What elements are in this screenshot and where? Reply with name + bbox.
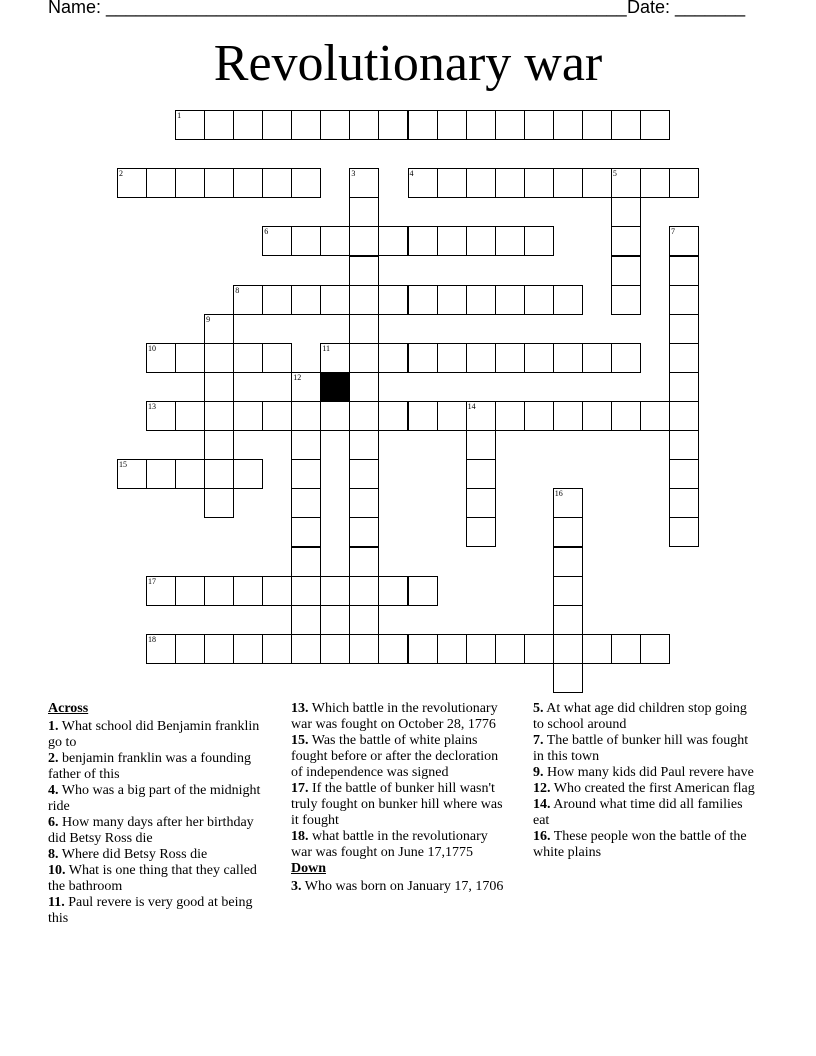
crossword-cell[interactable] <box>669 430 699 460</box>
clue-number: 11 <box>322 343 331 353</box>
crossword-cell[interactable] <box>408 226 438 256</box>
crossword-cell[interactable] <box>233 634 263 664</box>
crossword-cell[interactable] <box>378 343 408 373</box>
crossword-cell[interactable] <box>349 605 379 635</box>
crossword-cell[interactable] <box>466 285 496 315</box>
crossword-cell[interactable] <box>553 488 583 518</box>
clue-number: 14 <box>467 402 476 411</box>
puzzle-title: Revolutionary war <box>213 35 603 92</box>
crossword-cell[interactable] <box>378 226 408 256</box>
clue-across-18: 18. what battle in the revolutionary war was fought on June 17,1775 <box>291 829 488 860</box>
crossword-cell[interactable] <box>553 634 583 664</box>
clue-across-1: 1. What school did Benjamin franklin go to <box>48 719 260 750</box>
crossword-cell[interactable] <box>408 634 438 664</box>
crossword-cell[interactable] <box>233 110 263 140</box>
crossword-cell[interactable] <box>349 576 379 606</box>
crossword-cell[interactable] <box>495 285 525 315</box>
crossword-cell[interactable] <box>291 517 321 547</box>
clue-across-10: 10. What is one thing that they called the bathroom <box>48 863 257 894</box>
crossword-cell[interactable] <box>378 110 408 140</box>
crossword-cell[interactable] <box>233 285 263 315</box>
crossword-cell[interactable] <box>233 459 263 489</box>
clue-number: 7 <box>670 227 675 237</box>
crossword-cell[interactable] <box>466 634 496 664</box>
crossword-cell[interactable] <box>175 634 205 664</box>
crossword-cell[interactable] <box>349 488 379 518</box>
crossword-cell[interactable] <box>669 401 699 431</box>
crossword-cell[interactable] <box>175 168 205 198</box>
crossword-cell[interactable] <box>204 168 234 198</box>
crossword-cell[interactable] <box>291 488 321 518</box>
black-square <box>320 372 350 402</box>
clue-across-15: 15. Was the battle of white plains fought before or after the decloration of independence was signed <box>291 733 499 780</box>
crossword-cell[interactable] <box>262 110 292 140</box>
crossword-cell[interactable] <box>291 459 321 489</box>
crossword-cell[interactable] <box>611 634 641 664</box>
crossword-cell[interactable] <box>233 576 263 606</box>
crossword-cell[interactable] <box>349 110 379 140</box>
crossword-cell[interactable] <box>524 110 554 140</box>
crossword-cell[interactable] <box>524 226 554 256</box>
crossword-cell[interactable] <box>495 226 525 256</box>
crossword-cell[interactable] <box>524 634 554 664</box>
crossword-cell[interactable] <box>291 401 321 431</box>
crossword-cell[interactable] <box>437 401 467 431</box>
crossword-cell[interactable] <box>611 226 641 256</box>
crossword-cell[interactable] <box>466 168 496 198</box>
clue-down-7: 7. The battle of bunker hill was fought in this town <box>533 733 749 764</box>
crossword-cell[interactable] <box>349 256 379 286</box>
crossword-cell[interactable] <box>320 110 350 140</box>
crossword-cell[interactable] <box>378 285 408 315</box>
crossword-cell[interactable] <box>349 197 379 227</box>
crossword-cell[interactable] <box>233 401 263 431</box>
crossword-cell[interactable] <box>408 110 438 140</box>
crossword-cell[interactable] <box>349 430 379 460</box>
clue-number: 17 <box>148 576 157 586</box>
crossword-cell[interactable] <box>349 401 379 431</box>
clue-number: 15 <box>119 460 127 470</box>
name-field-label: Name: ____________________________________________________ <box>48 0 627 17</box>
crossword-cell[interactable] <box>524 168 554 198</box>
crossword-cell[interactable] <box>495 168 525 198</box>
crossword-cell[interactable] <box>611 197 641 227</box>
crossword-cell[interactable] <box>553 401 583 431</box>
crossword-cell[interactable] <box>611 343 641 373</box>
crossword-cell[interactable] <box>669 343 699 373</box>
clue-across-17: 17. If the battle of bunker hill wasn't truly fought on bunker hill where was it fought <box>291 781 503 828</box>
clue-number: 13 <box>148 402 157 411</box>
crossword-cell[interactable] <box>349 372 379 402</box>
crossword-cell[interactable] <box>611 256 641 286</box>
crossword-cell[interactable] <box>640 110 670 140</box>
crossword-cell[interactable] <box>204 343 234 373</box>
crossword-cell[interactable] <box>204 430 234 460</box>
crossword-cell[interactable] <box>437 226 467 256</box>
crossword-cell[interactable] <box>669 517 699 547</box>
clue-across-2: 2. benjamin franklin was a founding father of this <box>48 751 251 782</box>
crossword-cell[interactable] <box>146 401 176 431</box>
clue-number: 6 <box>264 227 269 237</box>
crossword-cell[interactable] <box>320 576 350 606</box>
crossword-cell[interactable] <box>291 168 321 198</box>
crossword-cell[interactable] <box>437 110 467 140</box>
crossword-cell[interactable] <box>553 663 583 693</box>
crossword-cell[interactable] <box>146 168 176 198</box>
crossword-cell[interactable] <box>262 285 292 315</box>
crossword-cell[interactable] <box>262 226 292 256</box>
crossword-cell[interactable] <box>408 401 438 431</box>
crossword-cell[interactable] <box>553 517 583 547</box>
crossword-cell[interactable] <box>495 343 525 373</box>
crossword-cell[interactable] <box>582 110 612 140</box>
crossword-cell[interactable] <box>640 634 670 664</box>
clue-down-3: 3. Who was born on January 17, 1706 <box>291 879 504 894</box>
clue-down-9: 9. How many kids did Paul revere have <box>533 765 754 780</box>
crossword-cell[interactable] <box>262 168 292 198</box>
crossword-cell[interactable] <box>204 576 234 606</box>
crossword-cell[interactable] <box>349 459 379 489</box>
crossword-cell[interactable] <box>466 226 496 256</box>
crossword-cell[interactable] <box>175 401 205 431</box>
crossword-cell[interactable] <box>553 576 583 606</box>
crossword-cell[interactable] <box>262 634 292 664</box>
crossword-cell[interactable] <box>495 110 525 140</box>
crossword-cell[interactable] <box>320 343 350 373</box>
crossword-cell[interactable] <box>320 285 350 315</box>
crossword-cell[interactable] <box>466 430 496 460</box>
clue-number: 5 <box>612 169 617 179</box>
down-heading: Down <box>291 861 327 876</box>
crossword-cell[interactable] <box>408 343 438 373</box>
crossword-cell[interactable] <box>320 634 350 664</box>
clue-number: 3 <box>351 169 356 179</box>
crossword-cell[interactable] <box>408 576 438 606</box>
crossword-cell[interactable] <box>117 459 147 489</box>
crossword-cell[interactable] <box>204 401 234 431</box>
crossword-cell[interactable] <box>669 168 699 198</box>
crossword-cell[interactable] <box>204 488 234 518</box>
clue-number: 9 <box>206 314 211 324</box>
crossword-cell[interactable] <box>611 168 641 198</box>
crossword-cell[interactable] <box>262 401 292 431</box>
clue-down-14: 14. Around what time did all families eat <box>533 797 743 828</box>
crossword-cell[interactable] <box>378 401 408 431</box>
crossword-cell[interactable] <box>553 110 583 140</box>
crossword-cell[interactable] <box>669 372 699 402</box>
clue-number: 12 <box>293 372 302 382</box>
crossword-cell[interactable] <box>204 110 234 140</box>
clue-across-4: 4. Who was a big part of the midnight ride <box>48 783 261 814</box>
crossword-cell[interactable] <box>466 517 496 547</box>
crossword-cell[interactable] <box>669 459 699 489</box>
crossword-cell[interactable] <box>291 605 321 635</box>
crossword-cell[interactable] <box>175 459 205 489</box>
crossword-cell[interactable] <box>175 343 205 373</box>
crossword-cell[interactable] <box>291 110 321 140</box>
crossword-cell[interactable] <box>204 372 234 402</box>
crossword-cell[interactable] <box>553 547 583 577</box>
crossword-cell[interactable] <box>640 168 670 198</box>
date-field-label: Date: _______ <box>627 0 746 17</box>
crossword-cell[interactable] <box>349 226 379 256</box>
crossword-cell[interactable] <box>262 343 292 373</box>
crossword-cell[interactable] <box>582 634 612 664</box>
crossword-cell[interactable] <box>262 576 292 606</box>
crossword-cell[interactable] <box>466 110 496 140</box>
crossword-cell[interactable] <box>349 168 379 198</box>
crossword-cell[interactable] <box>349 285 379 315</box>
crossword-cell[interactable] <box>204 459 234 489</box>
crossword-cell[interactable] <box>408 168 438 198</box>
crossword-cell[interactable] <box>437 634 467 664</box>
crossword-cell[interactable] <box>291 547 321 577</box>
crossword-cell[interactable] <box>349 343 379 373</box>
clue-number: 1 <box>177 111 182 120</box>
crossword-cell[interactable] <box>320 401 350 431</box>
crossword-cell[interactable] <box>524 343 554 373</box>
crossword-cell[interactable] <box>611 401 641 431</box>
crossword-cell[interactable] <box>349 547 379 577</box>
clue-across-11: 11. Paul revere is very good at being this <box>48 895 253 926</box>
crossword-cell[interactable] <box>669 226 699 256</box>
crossword-cell[interactable] <box>553 285 583 315</box>
crossword-cell[interactable] <box>349 314 379 344</box>
crossword-cell[interactable] <box>669 285 699 315</box>
clue-number: 18 <box>148 634 157 644</box>
crossword-cell[interactable] <box>408 285 438 315</box>
crossword-cell[interactable] <box>117 168 147 198</box>
crossword-cell[interactable] <box>466 459 496 489</box>
crossword-cell[interactable] <box>495 401 525 431</box>
crossword-cell[interactable] <box>175 110 205 140</box>
crossword-cell[interactable] <box>524 401 554 431</box>
crossword-cell[interactable] <box>291 226 321 256</box>
clue-number: 16 <box>554 489 563 499</box>
crossword-cell[interactable] <box>466 401 496 431</box>
crossword-cell[interactable] <box>495 634 525 664</box>
crossword-cell[interactable] <box>582 343 612 373</box>
clue-column-2 <box>291 701 511 895</box>
crossword-cell[interactable] <box>640 401 670 431</box>
clue-across-6: 6. How many days after her birthday did Betsy Ross die <box>48 815 254 846</box>
clue-column-3 <box>533 701 758 861</box>
crossword-cell[interactable] <box>291 285 321 315</box>
crossword-cell[interactable] <box>378 634 408 664</box>
clue-across-13: 13. Which battle in the revolutionary war was fought on October 28, 1776 <box>291 701 498 732</box>
crossword-cell[interactable] <box>466 488 496 518</box>
crossword-cell[interactable] <box>204 314 234 344</box>
crossword-cell[interactable] <box>291 372 321 402</box>
crossword-cell[interactable] <box>233 343 263 373</box>
clue-number: 8 <box>235 285 240 295</box>
crossword-cell[interactable] <box>466 343 496 373</box>
crossword-cell[interactable] <box>320 226 350 256</box>
crossword-cell[interactable] <box>146 634 176 664</box>
crossword-cell[interactable] <box>291 430 321 460</box>
clue-number: 4 <box>409 169 414 179</box>
crossword-cell[interactable] <box>204 634 234 664</box>
crossword-cell[interactable] <box>437 285 467 315</box>
crossword-cell[interactable] <box>349 634 379 664</box>
crossword-cell[interactable] <box>378 576 408 606</box>
crossword-cell[interactable] <box>146 459 176 489</box>
crossword-cell[interactable] <box>611 110 641 140</box>
crossword-cell[interactable] <box>146 576 176 606</box>
clue-number: 2 <box>119 169 123 179</box>
crossword-cell[interactable] <box>553 605 583 635</box>
crossword-cell[interactable] <box>582 168 612 198</box>
crossword-cell[interactable] <box>553 168 583 198</box>
clue-number: 10 <box>148 343 157 353</box>
crossword-cell[interactable] <box>669 488 699 518</box>
crossword-cell[interactable] <box>437 168 467 198</box>
crossword-cell[interactable] <box>233 168 263 198</box>
crossword-cell[interactable] <box>669 256 699 286</box>
crossword-cell[interactable] <box>349 517 379 547</box>
clue-down-16: 16. These people won the battle of the white plains <box>533 829 747 860</box>
clue-down-5: 5. At what age did children stop going to school around <box>533 701 747 732</box>
crossword-cell[interactable] <box>437 343 467 373</box>
crossword-cell[interactable] <box>175 576 205 606</box>
across-heading: Across <box>48 701 89 716</box>
clue-down-12: 12. Who created the first American flag <box>533 781 755 796</box>
crossword-cell[interactable] <box>611 285 641 315</box>
clue-across-8: 8. Where did Betsy Ross die <box>48 847 208 862</box>
crossword-cell[interactable] <box>553 343 583 373</box>
crossword-cell[interactable] <box>291 576 321 606</box>
crossword-cell[interactable] <box>146 343 176 373</box>
crossword-cell[interactable] <box>582 401 612 431</box>
crossword-cell[interactable] <box>291 634 321 664</box>
clue-column-1 <box>48 701 263 927</box>
crossword-cell[interactable] <box>524 285 554 315</box>
crossword-cell[interactable] <box>669 314 699 344</box>
